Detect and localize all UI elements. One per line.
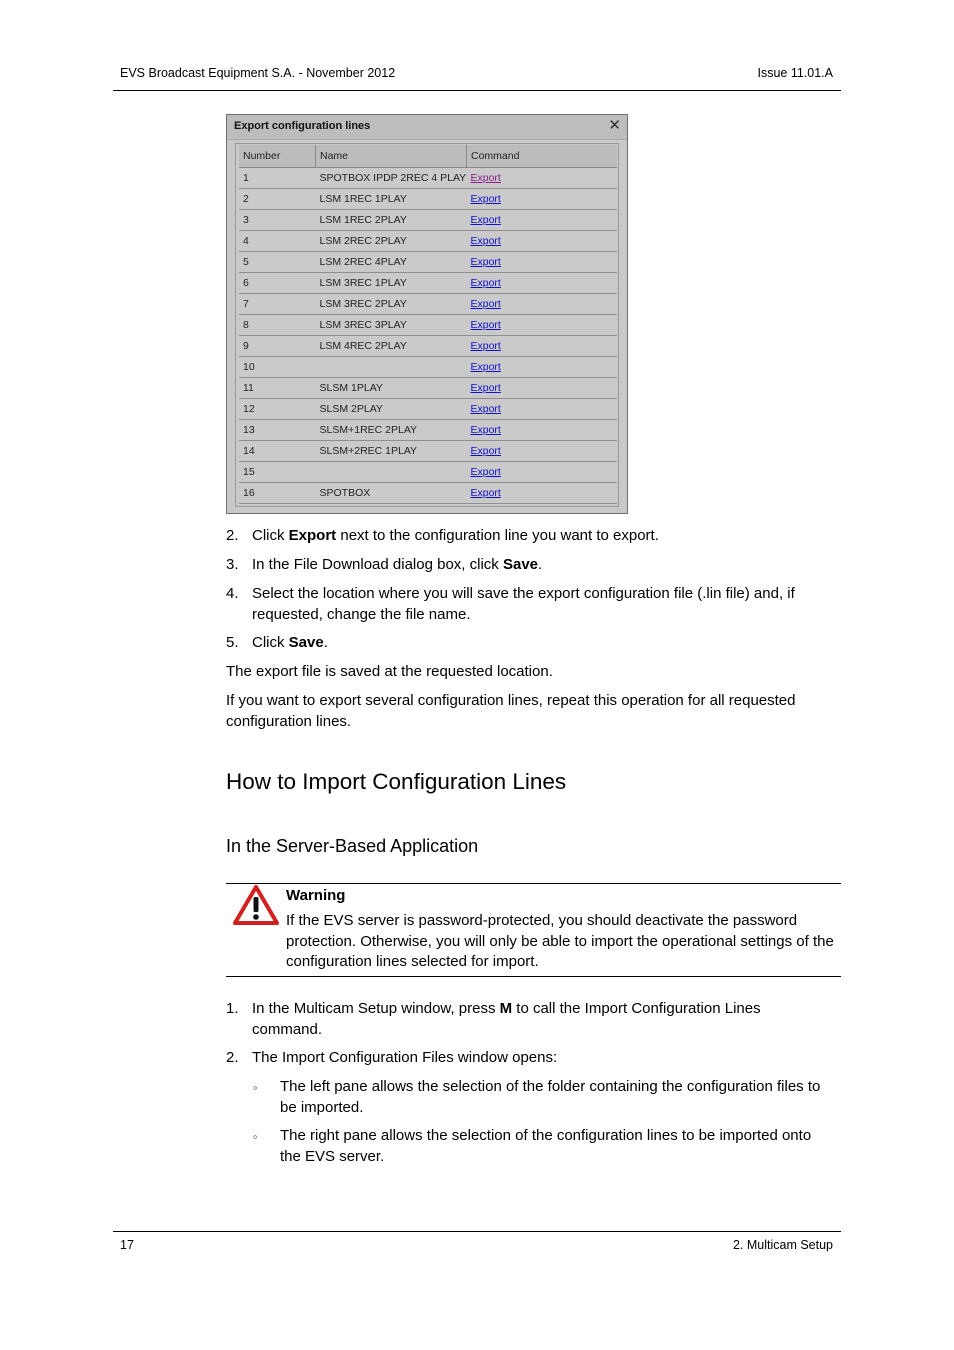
table-row — [239, 441, 617, 462]
export-link[interactable]: Export — [470, 487, 501, 499]
export-link[interactable]: Export — [470, 214, 501, 226]
row-name-cell: SLSM 2PLAY — [316, 399, 467, 420]
row-command-cell — [467, 483, 618, 504]
warning-bottom-rule — [226, 976, 841, 977]
export-link[interactable]: Export — [470, 193, 501, 205]
export-link[interactable]: Export — [470, 277, 501, 289]
step-bold: M — [499, 1000, 513, 1017]
table-row — [239, 315, 617, 336]
warning-title: Warning — [286, 887, 346, 904]
column-header-number[interactable]: Number — [239, 145, 316, 168]
dialog-title: Export configuration lines — [234, 120, 371, 132]
page-number: 17 — [120, 1238, 134, 1252]
export-link[interactable]: Export — [470, 172, 501, 184]
export-link[interactable]: Export — [470, 403, 501, 415]
row-command-cell — [467, 315, 618, 336]
row-number-cell: 11 — [239, 378, 316, 399]
step-text: next to the configuration line you want to export. — [336, 527, 659, 544]
step-select-location: Select the location where you will save the export configuration file (.lin file) and, if requested, change the file name. — [252, 585, 795, 623]
table-row — [239, 210, 617, 231]
row-number-cell: 3 — [239, 210, 316, 231]
row-name-cell: SLSM 1PLAY — [316, 378, 467, 399]
step-number: 1. — [226, 1000, 239, 1017]
step-press-m — [252, 999, 812, 1040]
bullet-marker: ◦ — [253, 1080, 258, 1095]
row-command-cell — [467, 357, 618, 378]
export-link[interactable]: Export — [470, 424, 501, 436]
column-header-command[interactable]: Command — [467, 145, 618, 168]
dialog-content-panel — [235, 143, 619, 507]
step-text: . — [538, 556, 543, 573]
row-name-cell: LSM 3REC 3PLAY — [316, 315, 467, 336]
warning-triangle-icon — [233, 885, 279, 925]
table-row — [239, 462, 617, 483]
config-lines-table — [239, 145, 617, 504]
row-number-cell: 9 — [239, 336, 316, 357]
column-header-name[interactable]: Name — [316, 145, 467, 168]
step-number: 2. — [226, 1049, 239, 1066]
step-text: to call the Import Configuration Lines command. — [252, 1000, 761, 1038]
row-number-cell: 5 — [239, 252, 316, 273]
table-row — [239, 189, 617, 210]
row-number-cell: 13 — [239, 420, 316, 441]
table-row — [239, 378, 617, 399]
bullet-marker: ◦ — [253, 1129, 258, 1144]
row-name-cell: LSM 2REC 4PLAY — [316, 252, 467, 273]
row-number-cell: 1 — [239, 168, 316, 189]
row-command-cell — [467, 378, 618, 399]
row-name-cell: LSM 1REC 1PLAY — [316, 189, 467, 210]
step-click-save-dialog — [252, 555, 842, 576]
step-number: 4. — [226, 585, 239, 602]
export-link[interactable]: Export — [470, 319, 501, 331]
table-row — [239, 294, 617, 315]
row-command-cell — [467, 420, 618, 441]
warning-top-rule — [226, 883, 841, 884]
table-header-row — [239, 145, 617, 168]
header-rule — [113, 90, 841, 91]
row-number-cell: 6 — [239, 273, 316, 294]
section-heading: How to Import Configuration Lines — [226, 769, 567, 794]
row-name-cell: LSM 4REC 2PLAY — [316, 336, 467, 357]
warning-body: If the EVS server is password-protected, you should deactivate the password protection. Otherwise, you will only be able to import the operational settings of the configuration lines selected for import. — [286, 912, 834, 970]
step-text: Click — [252, 527, 289, 544]
row-command-cell — [467, 252, 618, 273]
table-row — [239, 420, 617, 441]
step-text: . — [323, 634, 328, 651]
export-link[interactable]: Export — [470, 382, 501, 394]
row-name-cell: SPOTBOX IPDP 2REC 4 PLAY — [316, 168, 467, 189]
row-command-cell — [467, 399, 618, 420]
row-name-cell: SPOTBOX — [316, 483, 467, 504]
table-row — [239, 336, 617, 357]
export-link[interactable]: Export — [470, 361, 501, 373]
export-link[interactable]: Export — [470, 235, 501, 247]
step-number: 2. — [226, 527, 239, 544]
table-row — [239, 483, 617, 504]
row-name-cell: SLSM+1REC 2PLAY — [316, 420, 467, 441]
row-command-cell — [467, 336, 618, 357]
footer-section: 2. Multicam Setup — [732, 1238, 833, 1252]
row-name-cell — [316, 462, 467, 483]
row-command-cell — [467, 189, 618, 210]
close-icon[interactable]: ✕ — [608, 117, 621, 134]
table-row — [239, 168, 617, 189]
row-name-cell: LSM 3REC 2PLAY — [316, 294, 467, 315]
row-number-cell: 4 — [239, 231, 316, 252]
step-text: In the File Download dialog box, click — [252, 556, 503, 573]
header-left-text: EVS Broadcast Equipment S.A. - November 2012 — [120, 66, 396, 80]
table-row — [239, 357, 617, 378]
header-issue-text: Issue 11.01.A — [757, 66, 833, 80]
table-row — [239, 273, 617, 294]
row-number-cell: 2 — [239, 189, 316, 210]
row-command-cell — [467, 441, 618, 462]
row-name-cell: SLSM+2REC 1PLAY — [316, 441, 467, 462]
step-click-export — [252, 526, 842, 547]
export-config-dialog — [226, 114, 628, 514]
step-number: 5. — [226, 634, 239, 651]
row-command-cell — [467, 168, 618, 189]
row-command-cell — [467, 294, 618, 315]
row-name-cell — [316, 357, 467, 378]
row-number-cell: 14 — [239, 441, 316, 462]
row-name-cell: LSM 1REC 2PLAY — [316, 210, 467, 231]
export-link[interactable]: Export — [470, 340, 501, 352]
subsection-heading: In the Server-Based Application — [226, 836, 479, 856]
row-name-cell: LSM 2REC 2PLAY — [316, 231, 467, 252]
row-number-cell: 10 — [239, 357, 316, 378]
step-bold: Save — [502, 556, 539, 573]
row-command-cell — [467, 231, 618, 252]
row-number-cell: 12 — [239, 399, 316, 420]
row-command-cell — [467, 210, 618, 231]
export-link[interactable]: Export — [470, 466, 501, 478]
bullet-left-pane: The left pane allows the selection of the folder containing the configuration files to be imported. — [280, 1078, 821, 1116]
step-bold: Export — [288, 527, 337, 544]
table-row — [239, 399, 617, 420]
export-link[interactable]: Export — [470, 445, 501, 457]
paragraph-saved: The export file is saved at the requested location. — [226, 663, 553, 680]
paragraph-repeat: If you want to export several configuration lines, repeat this operation for all requested configuration lines. — [226, 692, 796, 730]
step-number: 3. — [226, 556, 239, 573]
step-click-save — [252, 633, 842, 654]
step-bold: Save — [288, 634, 324, 651]
step-text: In the Multicam Setup window, press — [252, 1000, 500, 1017]
step-window-opens: The Import Configuration Files window opens: — [252, 1049, 558, 1066]
row-command-cell — [467, 273, 618, 294]
row-number-cell: 15 — [239, 462, 316, 483]
table-row — [239, 231, 617, 252]
dialog-titlebar — [227, 115, 627, 140]
export-link[interactable]: Export — [470, 298, 501, 310]
row-name-cell: LSM 3REC 1PLAY — [316, 273, 467, 294]
row-number-cell: 7 — [239, 294, 316, 315]
row-number-cell: 8 — [239, 315, 316, 336]
step-text: Click — [252, 634, 289, 651]
export-link[interactable]: Export — [470, 256, 501, 268]
footer-rule — [113, 1231, 841, 1232]
table-body — [239, 168, 617, 504]
row-number-cell: 16 — [239, 483, 316, 504]
row-command-cell — [467, 462, 618, 483]
table-row — [239, 252, 617, 273]
bullet-right-pane: The right pane allows the selection of the configuration lines to be imported onto the EVS server. — [280, 1127, 812, 1165]
